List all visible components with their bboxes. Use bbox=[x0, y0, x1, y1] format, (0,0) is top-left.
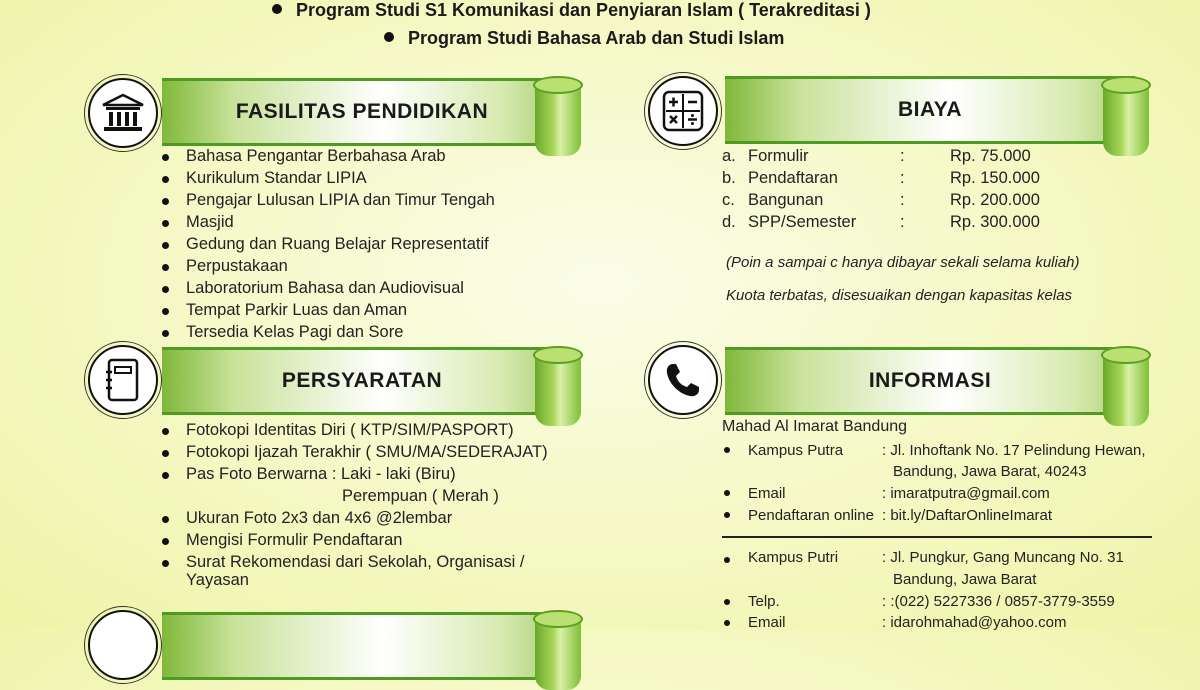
kampus-putra-label: Kampus Putra bbox=[748, 442, 844, 459]
biaya-title: BIAYA bbox=[898, 98, 962, 121]
calculator-icon bbox=[648, 76, 718, 146]
list-item: Bahasa Pengantar Berbahasa Arab bbox=[160, 145, 495, 167]
list-item: Masjid bbox=[160, 211, 495, 233]
bullet-icon bbox=[384, 32, 394, 42]
persyaratan-list bbox=[160, 419, 548, 485]
biaya-value: Rp. 200.000 bbox=[950, 191, 1040, 209]
fasilitas-list bbox=[160, 145, 495, 343]
list-item: Perpustakaan bbox=[160, 255, 495, 277]
building-icon bbox=[88, 78, 158, 148]
biaya-value: Rp. 300.000 bbox=[950, 213, 1040, 231]
bullet-icon bbox=[724, 620, 730, 626]
fasilitas-title: FASILITAS PENDIDIKAN bbox=[235, 100, 489, 123]
phone-icon bbox=[648, 345, 718, 415]
kampus-putra-address: : Jl. Inhoftank No. 17 Pelindung Hewan, bbox=[882, 442, 1146, 459]
bullet-icon bbox=[724, 512, 730, 518]
email-putri-value: : idarohmahad@yahoo.com bbox=[882, 614, 1067, 631]
biaya-label: SPP/Semester bbox=[748, 213, 857, 231]
biaya-label: Pendaftaran bbox=[748, 169, 838, 187]
notebook-icon bbox=[88, 345, 158, 415]
list-item: Pengajar Lulusan LIPIA dan Timur Tengah bbox=[160, 189, 495, 211]
informasi-banner bbox=[725, 347, 1135, 415]
perempuan-line: Perempuan ( Merah ) bbox=[342, 487, 499, 505]
list-item: Tersedia Kelas Pagi dan Sore bbox=[160, 321, 495, 343]
clock-icon bbox=[88, 610, 158, 680]
kampus-putri-address: : Jl. Pungkur, Gang Muncang No. 31 bbox=[882, 549, 1124, 566]
program-line-1: Program Studi S1 Komunikasi dan Penyiaran Islam ( Terakreditasi ) bbox=[272, 0, 871, 21]
email-putra-value: : imaratputra@gmail.com bbox=[882, 485, 1050, 502]
kampus-putri-label: Kampus Putri bbox=[748, 549, 839, 566]
scroll-icon bbox=[535, 350, 581, 426]
biaya-letter: d. bbox=[722, 213, 736, 231]
biaya-label: Bangunan bbox=[748, 191, 824, 209]
scroll-icon bbox=[535, 80, 581, 156]
list-item: Surat Rekomendasi dari Sekolah, Organisasi / bbox=[160, 551, 524, 573]
bullet-icon bbox=[724, 490, 730, 496]
biaya-sep: : bbox=[900, 213, 905, 231]
list-item: Laboratorium Bahasa dan Audiovisual bbox=[160, 277, 495, 299]
persyaratan-title: PERSYARATAN bbox=[281, 369, 443, 392]
list-item: Pas Foto Berwarna : Laki - laki (Biru) bbox=[160, 463, 548, 485]
informasi-org: Mahad Al Imarat Bandung bbox=[722, 418, 908, 435]
biaya-letter: b. bbox=[722, 169, 736, 187]
pendaftaran-online-label: Pendaftaran online bbox=[748, 507, 874, 524]
kampus-putri-city: Bandung, Jawa Barat bbox=[893, 571, 1037, 588]
scroll-icon bbox=[535, 614, 581, 690]
biaya-note-2: Kuota terbatas, disesuaikan dengan kapasitas kelas bbox=[726, 287, 1073, 304]
email-putra-label: Email bbox=[748, 485, 786, 502]
telp-value: : :(022) 5227336 / 0857-3779-3559 bbox=[882, 593, 1115, 610]
biaya-value: Rp. 75.000 bbox=[950, 147, 1031, 165]
biaya-note-1: (Poin a sampai c hanya dibayar sekali selama kuliah) bbox=[726, 254, 1080, 271]
informasi-title: INFORMASI bbox=[868, 369, 992, 392]
list-item: Gedung dan Ruang Belajar Representatif bbox=[160, 233, 495, 255]
biaya-sep: : bbox=[900, 191, 905, 209]
biaya-sep: : bbox=[900, 169, 905, 187]
list-item: Tempat Parkir Luas dan Aman bbox=[160, 299, 495, 321]
biaya-letter: c. bbox=[722, 191, 735, 209]
scroll-icon bbox=[1103, 350, 1149, 426]
list-item: Fotokopi Ijazah Terakhir ( SMU/MA/SEDERAJAT) bbox=[160, 441, 548, 463]
divider bbox=[722, 536, 1152, 538]
bullet-icon bbox=[724, 599, 730, 605]
biaya-label: Formulir bbox=[748, 147, 809, 165]
biaya-letter: a. bbox=[722, 147, 736, 165]
biaya-sep: : bbox=[900, 147, 905, 165]
bullet-icon bbox=[272, 4, 282, 14]
persyaratan-list-continued bbox=[160, 507, 524, 573]
yayasan-line: Yayasan bbox=[186, 571, 249, 589]
fasilitas-banner bbox=[162, 78, 562, 146]
telp-label: Telp. bbox=[748, 593, 780, 610]
biaya-banner bbox=[725, 76, 1135, 144]
list-item: Kurikulum Standar LIPIA bbox=[160, 167, 495, 189]
scroll-icon bbox=[1103, 80, 1149, 156]
biaya-value: Rp. 150.000 bbox=[950, 169, 1040, 187]
bottom-banner bbox=[162, 612, 562, 680]
email-putri-label: Email bbox=[748, 614, 786, 631]
persyaratan-banner bbox=[162, 347, 562, 415]
list-item: Mengisi Formulir Pendaftaran bbox=[160, 529, 524, 551]
program-line-2: Program Studi Bahasa Arab dan Studi Islam bbox=[384, 28, 784, 49]
list-item: Fotokopi Identitas Diri ( KTP/SIM/PASPORT) bbox=[160, 419, 548, 441]
pendaftaran-online-value: : bit.ly/DaftarOnlineImarat bbox=[882, 507, 1053, 524]
list-item: Ukuran Foto 2x3 dan 4x6 @2lembar bbox=[160, 507, 524, 529]
kampus-putra-city: Bandung, Jawa Barat, 40243 bbox=[893, 463, 1087, 480]
bullet-icon bbox=[724, 447, 730, 453]
bullet-icon bbox=[724, 557, 730, 563]
